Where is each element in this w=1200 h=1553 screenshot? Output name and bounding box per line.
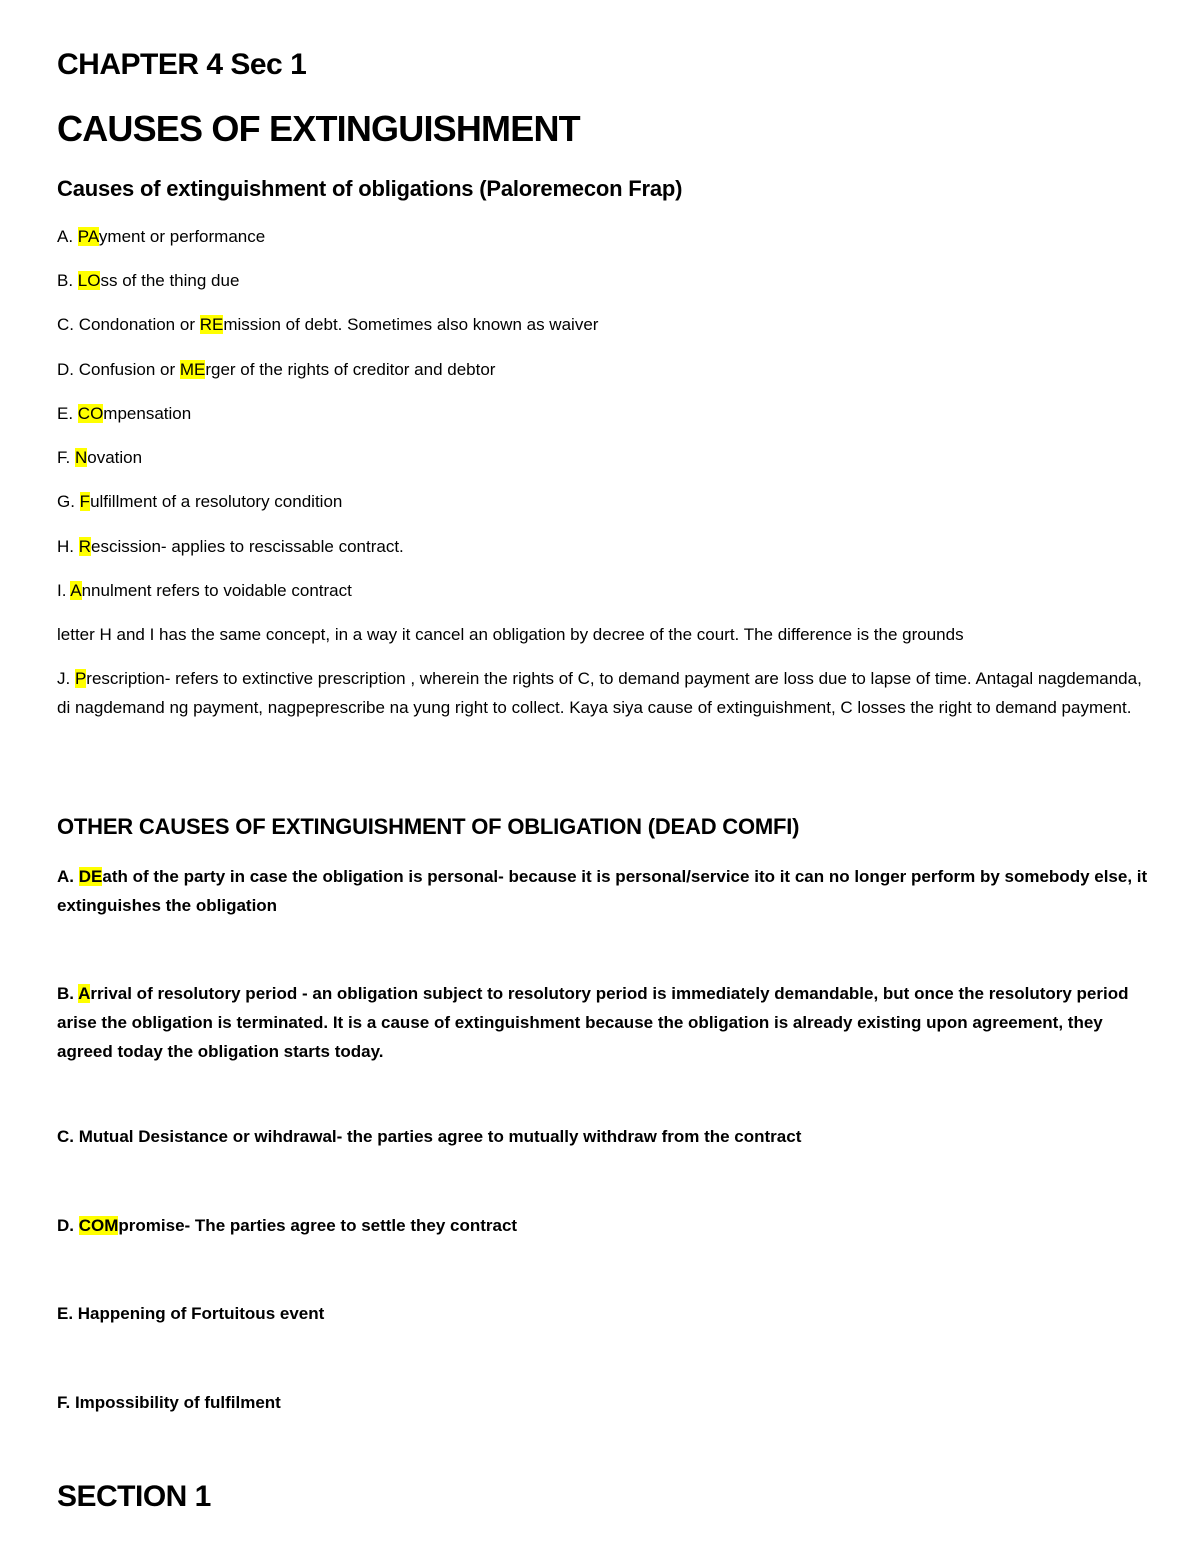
highlight: N (74, 448, 88, 467)
highlight: LO (77, 271, 101, 290)
highlight: COM (78, 1216, 119, 1235)
list-item: F. Impossibility of fulfilment (57, 1393, 281, 1412)
highlight: R (78, 537, 92, 556)
list-item: A. PAyment or performance (57, 227, 266, 246)
list-item: D. Confusion or MErger of the rights of creditor and debtor (57, 360, 496, 379)
note-paragraph: letter H and I has the same concept, in a way it cancel an obligation by decree of the court. The difference is the grounds (57, 625, 964, 644)
list-item: G. Fulfillment of a resolutory condition (57, 492, 343, 511)
list-item: E. Happening of Fortuitous event (57, 1304, 325, 1323)
list-item: B. LOss of the thing due (57, 271, 240, 290)
highlight: F (79, 492, 91, 511)
list-item: B. Arrival of resolutory period - an obligation subject to resolutory period is immediately demandable, but once the resolutory period arise the obligation is terminated. It is a cause of extinguishment because the obligation is already existing upon agreement, they agreed today the obligation starts today. (57, 984, 1129, 1061)
highlight: ME (179, 360, 206, 379)
highlight: P (74, 669, 87, 688)
list-item: E. COmpensation (57, 404, 192, 423)
highlight: DE (78, 867, 103, 886)
footer-section-title: SECTION 1 (57, 1480, 211, 1513)
highlight: RE (199, 315, 224, 334)
list-item: D. COMpromise- The parties agree to settle they contract (57, 1216, 518, 1235)
list-item: C. Mutual Desistance or wihdrawal- the parties agree to mutually withdraw from the contract (57, 1127, 802, 1146)
list-item: C. Condonation or REmission of debt. Sometimes also known as waiver (57, 315, 599, 334)
chapter-title: CHAPTER 4 Sec 1 (57, 48, 307, 81)
list-item: I. Annulment refers to voidable contract (57, 581, 352, 600)
highlight: A (70, 581, 82, 600)
list-item: F. Novation (57, 448, 143, 467)
highlight: A (78, 984, 91, 1003)
highlight: PA (77, 227, 99, 246)
list-item-j: J. Prescription- refers to extinctive prescription , wherein the rights of C, to demand payment are loss due to lapse of time. Antagal nagdemanda, di nagdemand ng payment, nagpeprescribe na yung right to collect. Kaya siya cause of extinguishment, C losses the right to demand payment. (57, 669, 1142, 717)
highlight: CO (77, 404, 104, 423)
section1-heading: Causes of extinguishment of obligations (Paloremecon Frap) (57, 176, 683, 201)
main-title: CAUSES OF EXTINGUISHMENT (57, 108, 580, 149)
list-item: A. DEath of the party in case the obligation is personal- because it is personal/service ito it can no longer perform by somebody else, it extinguishes the obligation (57, 867, 1148, 915)
section2-heading: OTHER CAUSES OF EXTINGUISHMENT OF OBLIGATION (DEAD COMFI) (57, 814, 800, 839)
list-item: H. Rescission- applies to rescissable contract. (57, 537, 404, 556)
